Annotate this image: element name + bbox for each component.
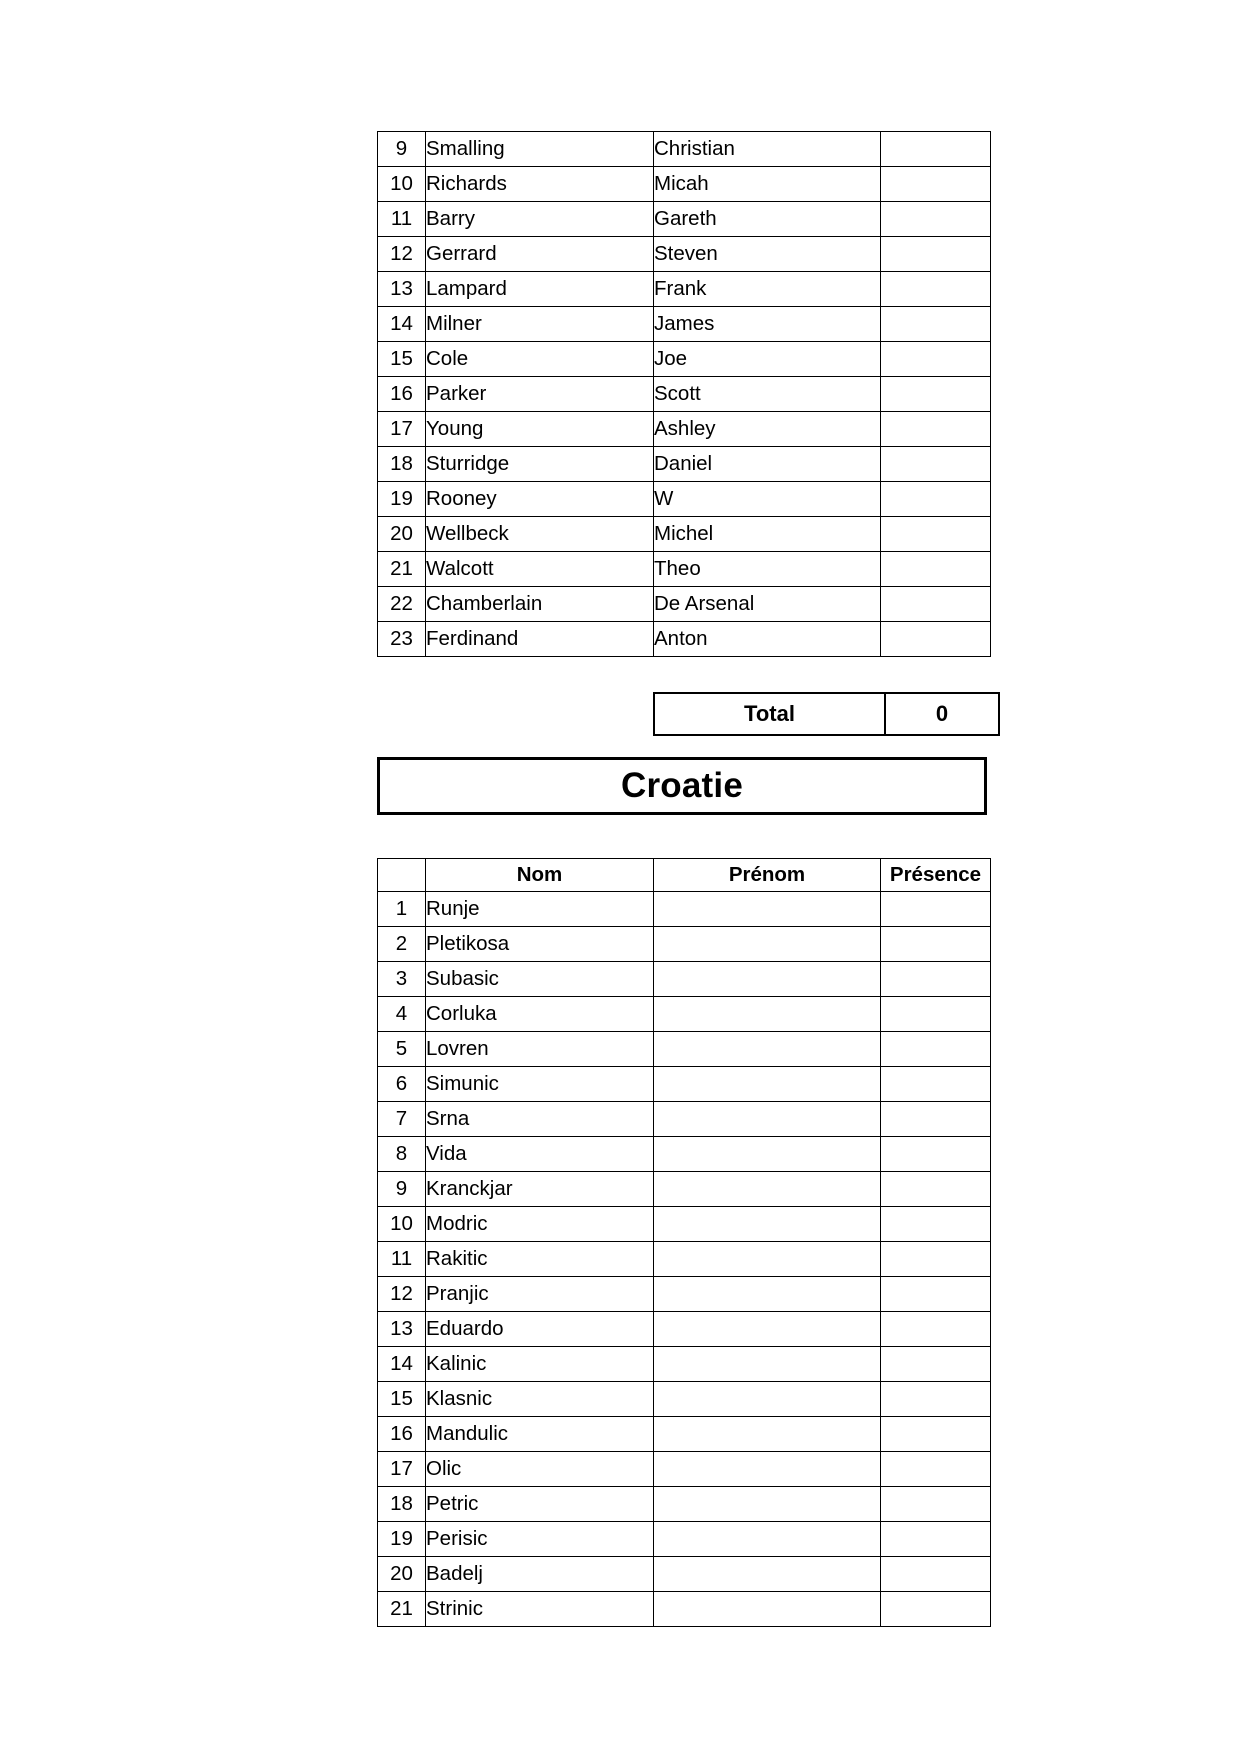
cell-prenom: [654, 892, 881, 927]
cell-presence[interactable]: [881, 1452, 991, 1487]
cell-nom: Petric: [426, 1487, 654, 1522]
cell-presence[interactable]: [881, 927, 991, 962]
table-row: [378, 272, 991, 307]
cell-prenom: [654, 1172, 881, 1207]
row-number: 3: [378, 962, 426, 997]
cell-nom: Wellbeck: [426, 517, 654, 552]
cell-nom: Srna: [426, 1102, 654, 1137]
row-number: 8: [378, 1137, 426, 1172]
row-number: 12: [378, 1277, 426, 1312]
cell-prenom: [654, 1067, 881, 1102]
england-roster-table: [377, 131, 991, 657]
table-row: [378, 1137, 991, 1172]
table-row: [378, 412, 991, 447]
cell-nom: Klasnic: [426, 1382, 654, 1417]
cell-presence[interactable]: [881, 1032, 991, 1067]
cell-nom: Milner: [426, 307, 654, 342]
cell-presence[interactable]: [881, 482, 991, 517]
table-row: [378, 1172, 991, 1207]
cell-presence[interactable]: [881, 997, 991, 1032]
table-row: [378, 482, 991, 517]
cell-presence[interactable]: [881, 962, 991, 997]
cell-presence[interactable]: [881, 587, 991, 622]
cell-nom: Young: [426, 412, 654, 447]
table-row: [378, 1522, 991, 1557]
cell-prenom: [654, 1487, 881, 1522]
column-header-presence: Présence: [881, 859, 991, 892]
cell-nom: Corluka: [426, 997, 654, 1032]
cell-prenom: Theo: [654, 552, 881, 587]
table-row: [378, 202, 991, 237]
row-number: 7: [378, 1102, 426, 1137]
total-box: [653, 692, 1000, 736]
cell-presence[interactable]: [881, 1067, 991, 1102]
table-row: [378, 167, 991, 202]
row-number: 10: [378, 1207, 426, 1242]
row-number: 23: [378, 622, 426, 657]
cell-prenom: [654, 997, 881, 1032]
cell-nom: Runje: [426, 892, 654, 927]
table-row: [378, 1592, 991, 1627]
cell-prenom: Micah: [654, 167, 881, 202]
cell-nom: Lampard: [426, 272, 654, 307]
cell-nom: Strinic: [426, 1592, 654, 1627]
table-row: [378, 517, 991, 552]
cell-presence[interactable]: [881, 1207, 991, 1242]
cell-nom: Walcott: [426, 552, 654, 587]
cell-nom: Cole: [426, 342, 654, 377]
row-number: 4: [378, 997, 426, 1032]
cell-prenom: [654, 1557, 881, 1592]
table-row: [378, 962, 991, 997]
row-number: 19: [378, 1522, 426, 1557]
row-number: 17: [378, 412, 426, 447]
cell-prenom: [654, 1592, 881, 1627]
cell-nom: Parker: [426, 377, 654, 412]
cell-presence[interactable]: [881, 167, 991, 202]
table-row: [378, 622, 991, 657]
row-number: 15: [378, 1382, 426, 1417]
cell-presence[interactable]: [881, 1592, 991, 1627]
cell-prenom: [654, 1277, 881, 1312]
cell-prenom: [654, 1522, 881, 1557]
cell-nom: Olic: [426, 1452, 654, 1487]
column-header-number: [378, 859, 426, 892]
cell-presence[interactable]: [881, 1382, 991, 1417]
table-row: [378, 927, 991, 962]
total-row: [654, 693, 999, 735]
cell-presence[interactable]: [881, 1172, 991, 1207]
table-row: [378, 1312, 991, 1347]
row-number: 13: [378, 1312, 426, 1347]
cell-presence[interactable]: [881, 132, 991, 167]
cell-prenom: Anton: [654, 622, 881, 657]
table-row: [378, 587, 991, 622]
cell-nom: Sturridge: [426, 447, 654, 482]
cell-prenom: Michel: [654, 517, 881, 552]
cell-nom: Kranckjar: [426, 1172, 654, 1207]
cell-prenom: [654, 1102, 881, 1137]
table-row: [378, 1382, 991, 1417]
cell-presence[interactable]: [881, 342, 991, 377]
country-title-banner: [377, 757, 987, 815]
table-row: [378, 1067, 991, 1102]
cell-nom: Pletikosa: [426, 927, 654, 962]
cell-prenom: [654, 962, 881, 997]
cell-presence[interactable]: [881, 1102, 991, 1137]
england-roster-body: [378, 132, 991, 657]
cell-presence[interactable]: [881, 622, 991, 657]
cell-nom: Pranjic: [426, 1277, 654, 1312]
table-row: [378, 892, 991, 927]
table-row: [378, 997, 991, 1032]
cell-nom: Lovren: [426, 1032, 654, 1067]
cell-presence[interactable]: [881, 307, 991, 342]
cell-nom: Subasic: [426, 962, 654, 997]
row-number: 14: [378, 1347, 426, 1382]
cell-prenom: Gareth: [654, 202, 881, 237]
total-value[interactable]: 0: [885, 693, 999, 735]
cell-prenom: [654, 1452, 881, 1487]
row-number: 6: [378, 1067, 426, 1102]
row-number: 18: [378, 1487, 426, 1522]
row-number: 22: [378, 587, 426, 622]
cell-prenom: Christian: [654, 132, 881, 167]
cell-presence[interactable]: [881, 1417, 991, 1452]
table-row: [378, 307, 991, 342]
cell-nom: Ferdinand: [426, 622, 654, 657]
cell-nom: Richards: [426, 167, 654, 202]
cell-prenom: [654, 1347, 881, 1382]
cell-presence[interactable]: [881, 517, 991, 552]
cell-presence[interactable]: [881, 1557, 991, 1592]
table-row: [378, 447, 991, 482]
table-row: [378, 377, 991, 412]
row-number: 10: [378, 167, 426, 202]
cell-prenom: Ashley: [654, 412, 881, 447]
table-row: [378, 1102, 991, 1137]
cell-nom: Eduardo: [426, 1312, 654, 1347]
table-row: [378, 552, 991, 587]
cell-nom: Kalinic: [426, 1347, 654, 1382]
cell-prenom: Scott: [654, 377, 881, 412]
row-number: 9: [378, 1172, 426, 1207]
cell-nom: Modric: [426, 1207, 654, 1242]
table-row: [378, 1277, 991, 1312]
cell-prenom: [654, 1312, 881, 1347]
row-number: 11: [378, 202, 426, 237]
table-row: [378, 1452, 991, 1487]
cell-prenom: [654, 1382, 881, 1417]
cell-nom: Smalling: [426, 132, 654, 167]
croatia-roster-body: [378, 892, 991, 1627]
row-number: 16: [378, 377, 426, 412]
cell-prenom: Joe: [654, 342, 881, 377]
cell-presence[interactable]: [881, 1487, 991, 1522]
cell-presence[interactable]: [881, 1347, 991, 1382]
cell-presence[interactable]: [881, 1242, 991, 1277]
cell-nom: Mandulic: [426, 1417, 654, 1452]
cell-prenom: [654, 927, 881, 962]
cell-presence[interactable]: [881, 237, 991, 272]
cell-presence[interactable]: [881, 272, 991, 307]
cell-nom: Gerrard: [426, 237, 654, 272]
row-number: 1: [378, 892, 426, 927]
cell-presence[interactable]: [881, 1277, 991, 1312]
row-number: 5: [378, 1032, 426, 1067]
row-number: 21: [378, 1592, 426, 1627]
cell-presence[interactable]: [881, 412, 991, 447]
cell-prenom: [654, 1207, 881, 1242]
table-row: [378, 1487, 991, 1522]
cell-prenom: Steven: [654, 237, 881, 272]
cell-presence[interactable]: [881, 377, 991, 412]
row-number: 20: [378, 1557, 426, 1592]
row-number: 18: [378, 447, 426, 482]
table-row: [378, 1417, 991, 1452]
row-number: 12: [378, 237, 426, 272]
croatia-header-row: [378, 859, 991, 892]
cell-nom: Perisic: [426, 1522, 654, 1557]
cell-prenom: Daniel: [654, 447, 881, 482]
table-row: [378, 237, 991, 272]
cell-nom: Chamberlain: [426, 587, 654, 622]
cell-prenom: [654, 1137, 881, 1172]
column-header-nom: Nom: [426, 859, 654, 892]
cell-nom: Barry: [426, 202, 654, 237]
row-number: 2: [378, 927, 426, 962]
row-number: 14: [378, 307, 426, 342]
cell-prenom: Frank: [654, 272, 881, 307]
cell-nom: Rakitic: [426, 1242, 654, 1277]
cell-nom: Vida: [426, 1137, 654, 1172]
table-row: [378, 1347, 991, 1382]
row-number: 20: [378, 517, 426, 552]
cell-presence[interactable]: [881, 1137, 991, 1172]
row-number: 19: [378, 482, 426, 517]
table-row: [378, 1207, 991, 1242]
table-row: [378, 1032, 991, 1067]
table-row: [378, 1557, 991, 1592]
cell-nom: Simunic: [426, 1067, 654, 1102]
cell-nom: Rooney: [426, 482, 654, 517]
cell-prenom: [654, 1417, 881, 1452]
cell-presence[interactable]: [881, 1312, 991, 1347]
row-number: 17: [378, 1452, 426, 1487]
table-row: [378, 342, 991, 377]
table-row: [378, 1242, 991, 1277]
table-row: [378, 132, 991, 167]
total-label: Total: [654, 693, 885, 735]
cell-prenom: James: [654, 307, 881, 342]
cell-presence[interactable]: [881, 202, 991, 237]
cell-presence[interactable]: [881, 1522, 991, 1557]
row-number: 16: [378, 1417, 426, 1452]
row-number: 21: [378, 552, 426, 587]
cell-presence[interactable]: [881, 892, 991, 927]
cell-prenom: [654, 1032, 881, 1067]
row-number: 11: [378, 1242, 426, 1277]
cell-prenom: De Arsenal: [654, 587, 881, 622]
cell-presence[interactable]: [881, 447, 991, 482]
row-number: 9: [378, 132, 426, 167]
cell-prenom: [654, 1242, 881, 1277]
column-header-prenom: Prénom: [654, 859, 881, 892]
cell-nom: Badelj: [426, 1557, 654, 1592]
row-number: 13: [378, 272, 426, 307]
country-title: Croatie: [621, 766, 743, 805]
cell-presence[interactable]: [881, 552, 991, 587]
row-number: 15: [378, 342, 426, 377]
cell-prenom: W: [654, 482, 881, 517]
croatia-roster-table: [377, 858, 991, 1627]
